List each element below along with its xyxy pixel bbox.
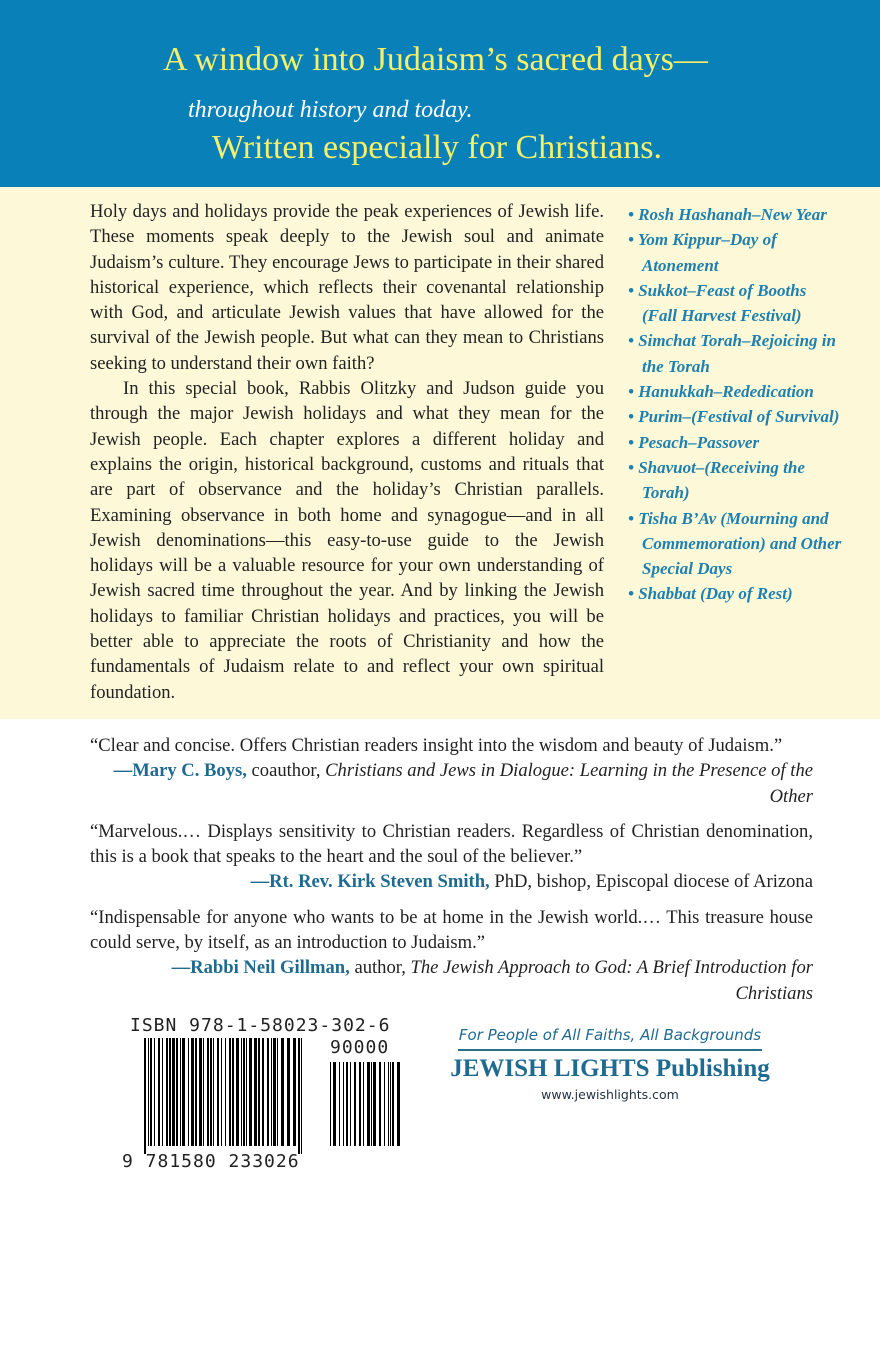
barcode-bar: [350, 1062, 351, 1146]
barcode-bar: [191, 1038, 194, 1146]
quote-text: “Indispensable for anyone who wants to be at home in the Jewish world.… This treasure house could serve, by itself, as an introduction to Judaism.”: [90, 906, 813, 954]
holiday-item: • Tisha B’Av (Mourning and Commemoration) and Other Special Days: [628, 506, 843, 582]
barcode-bar: [258, 1038, 260, 1146]
holiday-item: • Shavuot–(Receiving the Torah): [628, 455, 843, 506]
barcode-bar: [180, 1038, 181, 1146]
barcode-bar: [330, 1062, 331, 1146]
quote-author: —Rt. Rev. Kirk Steven Smith,: [250, 871, 490, 893]
barcode-bar: [199, 1038, 202, 1146]
holiday-item: • Purim–(Festival of Survival): [628, 404, 843, 429]
barcode-bar: [148, 1038, 149, 1146]
ean-digits: 9 781580 233026: [122, 1150, 300, 1172]
barcode-bar: [384, 1062, 385, 1146]
quote-work: The Jewish Approach to God: A Brief Introduction for Christians: [410, 957, 813, 1004]
barcode-bar: [273, 1038, 276, 1146]
holiday-item: • Shabbat (Day of Rest): [628, 581, 843, 606]
quote-work: Christians and Jews in Dialogue: Learning in the Presence of the Other: [325, 760, 813, 807]
barcode-bar: [363, 1062, 364, 1146]
barcode-bar: [346, 1062, 348, 1146]
barcode-bar: [254, 1038, 257, 1146]
barcode-bar: [207, 1038, 209, 1146]
barcode-bar: [271, 1038, 272, 1146]
barcode-bar: [188, 1038, 189, 1146]
barcode-bar: [162, 1038, 163, 1146]
barcode-bar: [262, 1038, 264, 1146]
publisher-tagline: For People of All Faiths, All Backgrounds: [458, 1026, 762, 1051]
barcode-bar: [246, 1038, 247, 1146]
publisher-block: [440, 1026, 780, 1102]
barcode-bar: [339, 1062, 340, 1146]
barcode-bar: [392, 1062, 394, 1146]
barcode-bar: [390, 1062, 391, 1146]
barcode-bar: [243, 1038, 245, 1146]
holiday-item: • Pesach–Passover: [628, 430, 843, 455]
endorsement: [90, 905, 813, 1006]
paragraph: Holy days and holidays provide the peak experiences of Jewish life. These moments speak deeply to the Jewish soul and animate Judaism’s culture. They encourage Jews to participate in their shared historical experience, which reflects their covenantal relationship with God, and articulate Jewish values that have allowed for the survival of the Jewish people. But what can they mean to Christians seeking to understand their own faith?: [90, 201, 604, 374]
barcode-bar: [249, 1038, 252, 1146]
quote-author: —Mary C. Boys,: [113, 760, 247, 782]
barcode-bar: [293, 1038, 296, 1146]
isbn-label: ISBN 978-1-58023-302-6: [130, 1014, 391, 1036]
banner-tagline: Written especially for Christians.: [212, 129, 662, 166]
barcode-bar: [229, 1038, 231, 1146]
barcode-bar: [298, 1038, 300, 1154]
barcode-bar: [225, 1038, 226, 1146]
barcode-bar: [221, 1038, 222, 1146]
holiday-item: • Hanukkah–Rededication: [628, 379, 843, 404]
description-panel: [0, 187, 880, 719]
barcode-bar: [236, 1038, 239, 1146]
barcode-bar: [267, 1038, 269, 1146]
barcode-bar: [154, 1038, 155, 1146]
barcode-bar: [210, 1038, 212, 1146]
barcode-bar: [397, 1062, 400, 1146]
barcode-bar: [333, 1062, 336, 1146]
barcode-bar: [176, 1038, 178, 1146]
holiday-item: • Sukkot–Feast of Booths (Fall Harvest Festival): [628, 278, 843, 329]
quote-text: “Marvelous.… Displays sensitivity to Christian readers. Regardless of Christian denomination, this is a book that speaks to the heart and the soul of the believer.”: [90, 820, 813, 868]
barcode-bar: [379, 1062, 381, 1146]
barcode-bar: [182, 1038, 185, 1146]
barcode-bar: [195, 1038, 197, 1146]
holiday-item: • Yom Kippur–Day of Atonement: [628, 227, 843, 278]
quote-author: —Rabbi Neil Gillman,: [171, 957, 350, 979]
barcode-bar: [359, 1062, 361, 1146]
barcode-bar: [169, 1038, 171, 1146]
barcode-bar: [281, 1038, 284, 1146]
paragraph: In this special book, Rabbis Olitzky and Judson guide you through the major Jewish holidays and what they mean for the Jewish people. Each chapter explores a different holiday and explains the origin, historical background, customs and rituals that are part of observance and the holiday’s Christian parallels. Examining observance in both home and synagogue—and in all Jewish denominations—this easy-to-use guide to the Jewish holidays will be a valuable resource for your own understanding of Jewish sacred time throughout the year. And by linking the Jewish holidays to familiar Christian holidays and practices, you will be better able to appreciate the roots of Christianity and how the fundamentals of Judaism relate to and reflect your own spiritual foundation.: [90, 378, 604, 703]
quote-role: author,: [349, 957, 411, 979]
barcode-bar: [213, 1038, 214, 1146]
barcode-bar: [388, 1062, 389, 1146]
barcode-bar: [158, 1038, 160, 1146]
endorsement: [90, 819, 813, 895]
holiday-list: [628, 199, 843, 607]
quote-text: “Clear and concise. Offers Christian readers insight into the wisdom and beauty of Judaism.”: [90, 734, 783, 756]
barcode-bar: [354, 1062, 356, 1146]
publisher-url: www.jewishlights.com: [541, 1086, 679, 1102]
barcode-bar: [166, 1038, 168, 1146]
barcode-bar: [241, 1038, 242, 1146]
back-cover-footer: [0, 1016, 880, 1196]
description-text: [90, 199, 604, 705]
barcode-bar: [144, 1038, 146, 1154]
barcode-bar: [287, 1038, 290, 1146]
barcode-bar: [232, 1038, 234, 1146]
barcode-bar: [172, 1038, 175, 1146]
barcode-bar: [371, 1062, 372, 1146]
barcode-bar: [343, 1062, 344, 1146]
quote-role: coauthor,: [246, 760, 326, 782]
barcode-bar: [301, 1038, 302, 1154]
holiday-item: • Rosh Hashanah–New Year: [628, 202, 843, 227]
barcode-bar: [150, 1038, 152, 1146]
publisher-name: JEWISH LIGHTS Publishing: [450, 1054, 770, 1082]
barcode-block: [122, 1014, 410, 1186]
endorsement: [90, 733, 813, 809]
banner-subline: throughout history and today.: [188, 97, 473, 123]
barcode-bar: [217, 1038, 219, 1146]
barcode-bar: [373, 1062, 376, 1146]
top-banner: [0, 0, 880, 187]
endorsements: [0, 719, 880, 1006]
barcode-bar: [203, 1038, 204, 1146]
barcode-bar: [367, 1062, 370, 1146]
banner-headline: A window into Judaism’s sacred days—: [163, 41, 708, 78]
quote-role: PhD, bishop, Episcopal diocese of Arizona: [489, 871, 813, 893]
barcode-bar: [277, 1038, 278, 1146]
price-code: 90000: [330, 1036, 390, 1058]
holiday-item: • Simchat Torah–Rejoicing in the Torah: [628, 328, 843, 379]
